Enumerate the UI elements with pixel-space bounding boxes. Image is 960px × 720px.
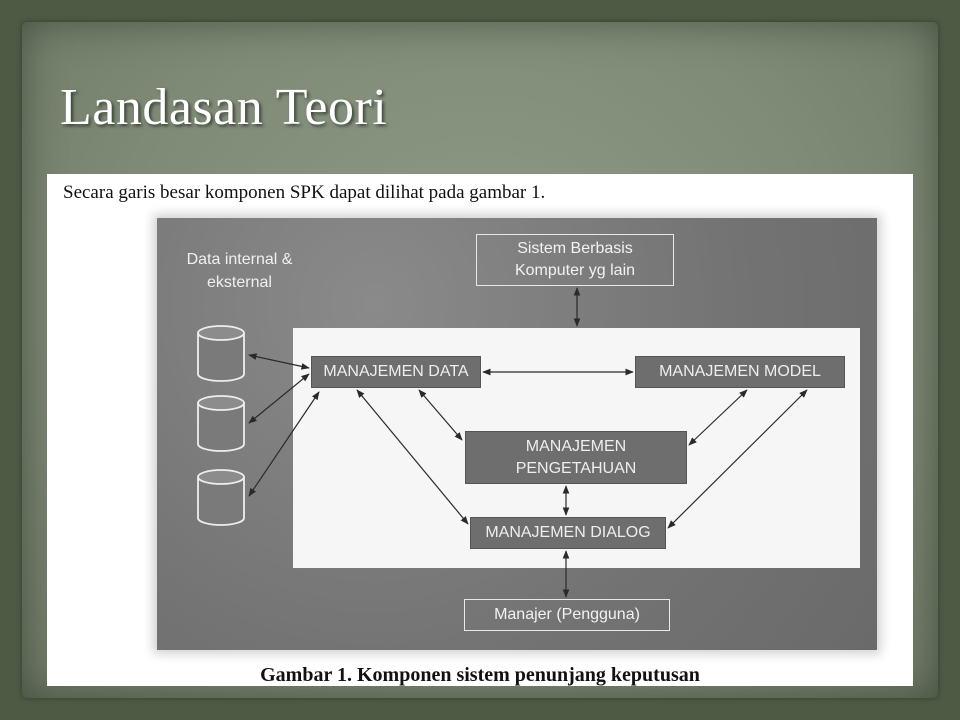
arrow-data-to-knowledge [419,390,462,440]
figure-caption: Gambar 1. Komponen sistem penunjang keputusan [260,664,700,686]
arrow-db3-to-data [249,392,319,496]
data-source-label: Data internal & eksternal [186,251,293,291]
figure-intro-text: Secara garis besar komponen SPK dapat dilihat pada gambar 1. [63,182,546,203]
dialog-management-label: MANAJEMEN DIALOG [485,524,651,541]
arrow-db1-to-data [249,355,309,368]
user-label: Manajer (Pengguna) [494,606,640,623]
data-management-label: MANAJEMEN DATA [323,363,469,380]
knowledge-management-line1: MANAJEMEN [525,437,627,455]
model-management-label: MANAJEMEN MODEL [659,363,821,380]
external-system-line1: Sistem Berbasis [517,240,633,257]
knowledge-management-line2: PENGETAHUAN [515,459,637,477]
arrow-db2-to-data [249,374,309,423]
external-system-line2: Komputer yg lain [514,262,636,279]
arrow-data-to-dialog [357,390,468,524]
diagram-panel [157,218,877,650]
arrow-model-to-knowledge [689,390,747,445]
figure-image [47,174,913,686]
arrow-model-to-dialog [668,390,807,528]
slide-title: Landasan Teori [60,79,388,136]
connection-arrows [157,218,877,650]
